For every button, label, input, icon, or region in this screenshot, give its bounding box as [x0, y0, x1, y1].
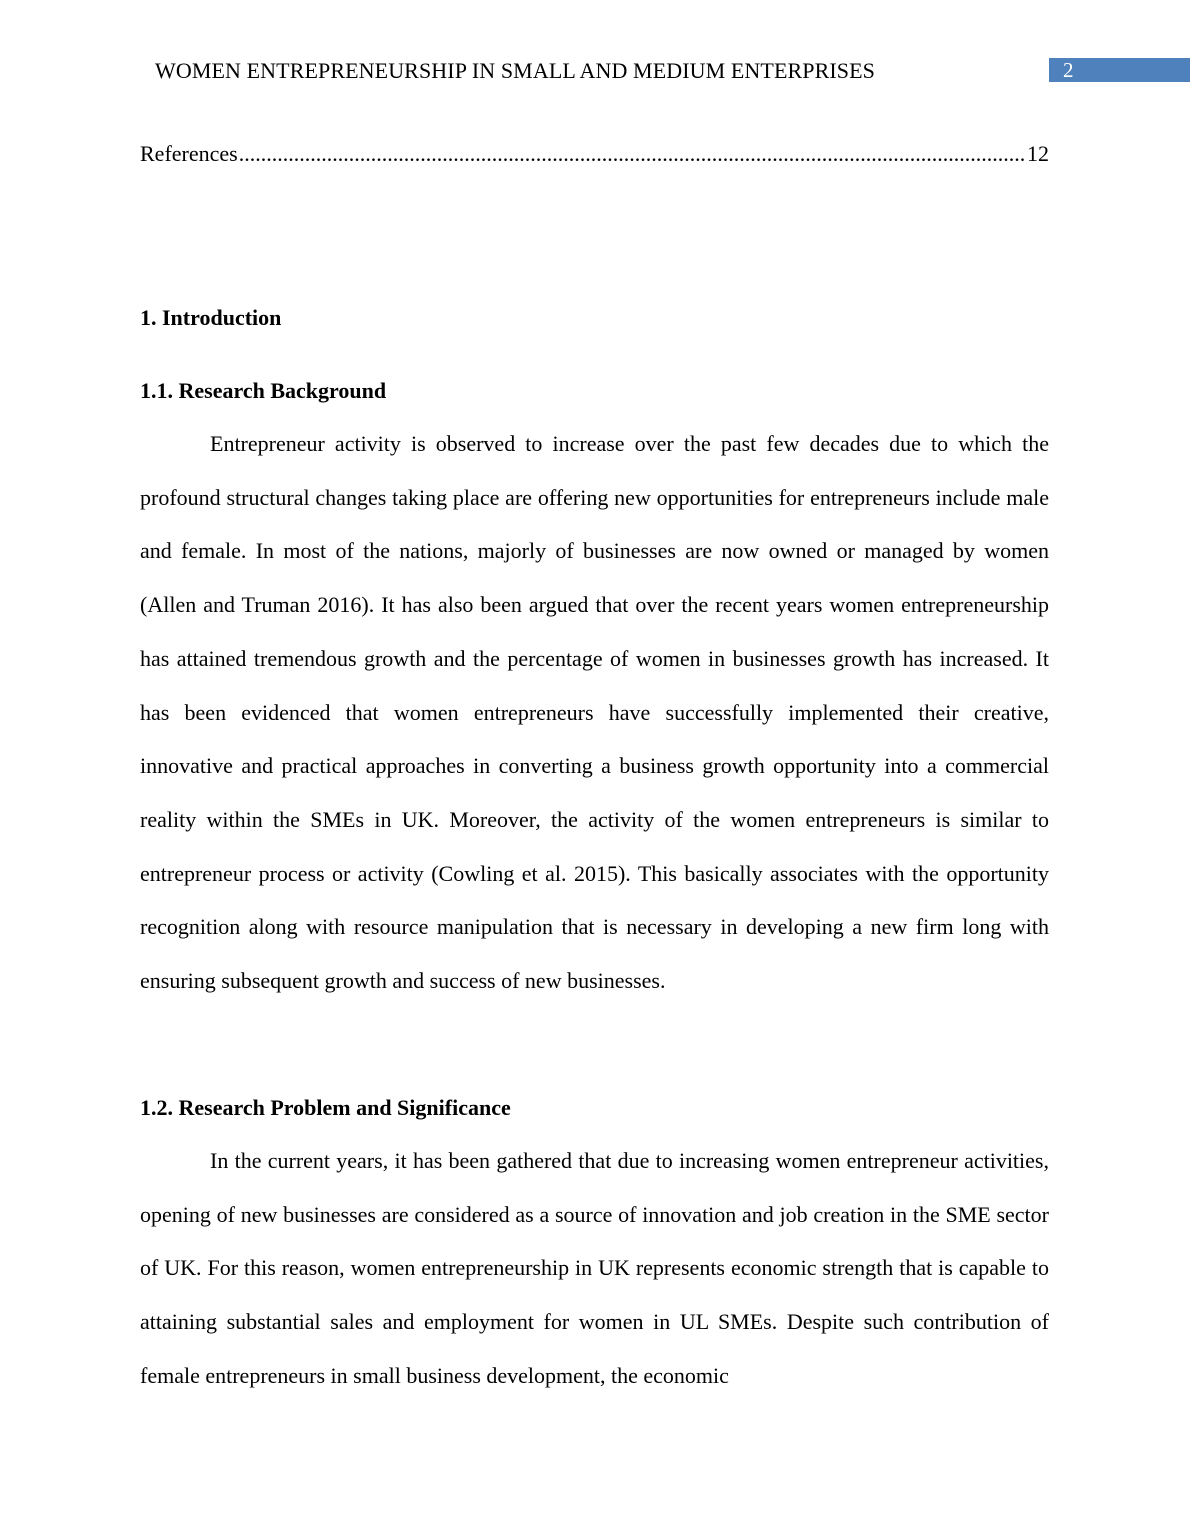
toc-entry-page: 12: [1027, 141, 1049, 166]
heading-introduction: 1. Introduction: [140, 305, 282, 330]
running-head-title: WOMEN ENTREPRENEURSHIP IN SMALL AND MEDIUM ENTERPRISES: [155, 58, 876, 83]
page-number: 2: [1063, 58, 1074, 82]
paragraph-research-background: Entrepreneur activity is observed to increase over the past few decades due to which the profound structural changes taking place are offering new opportunities for entrepreneurs include male and female. In most of the nations, majorly of businesses are now owned or managed by women (Allen and Truman 2016). It has also been argued that over the recent years women entrepreneurship has attained tremendous growth and the percentage of women in businesses growth has increased. It has been evidenced that women entrepreneurs have successfully implemented their creative, innovative and practical approaches in converting a business growth opportunity into a commercial reality within the SMEs in UK. Moreover, the activity of the women entrepreneurs is similar to entrepreneur process or activity (Cowling et al. 2015). This basically associates with the opportunity recognition along with resource manipulation that is necessary in developing a new firm long with ensuring subsequent growth and success of new businesses.: [140, 431, 1049, 994]
heading-research-problem: 1.2. Research Problem and Significance: [140, 1095, 511, 1120]
heading-research-background: 1.1. Research Background: [140, 378, 387, 403]
toc-entry-references[interactable]: [140, 140, 1049, 168]
paragraph-research-problem: In the current years, it has been gathered that due to increasing women entrepreneur activities, opening of new businesses are considered as a source of innovation and job creation in the SME sector of UK. For this reason, women entrepreneurship in UK represents economic strength that is capable to attaining substantial sales and employment for women in UL SMEs. Despite such contribution of female entrepreneurs in small business development, the economic: [140, 1148, 1049, 1388]
page-number-badge: [1049, 58, 1190, 82]
toc-entry-label: References: [140, 141, 238, 166]
toc-dot-leader: [239, 140, 1026, 168]
